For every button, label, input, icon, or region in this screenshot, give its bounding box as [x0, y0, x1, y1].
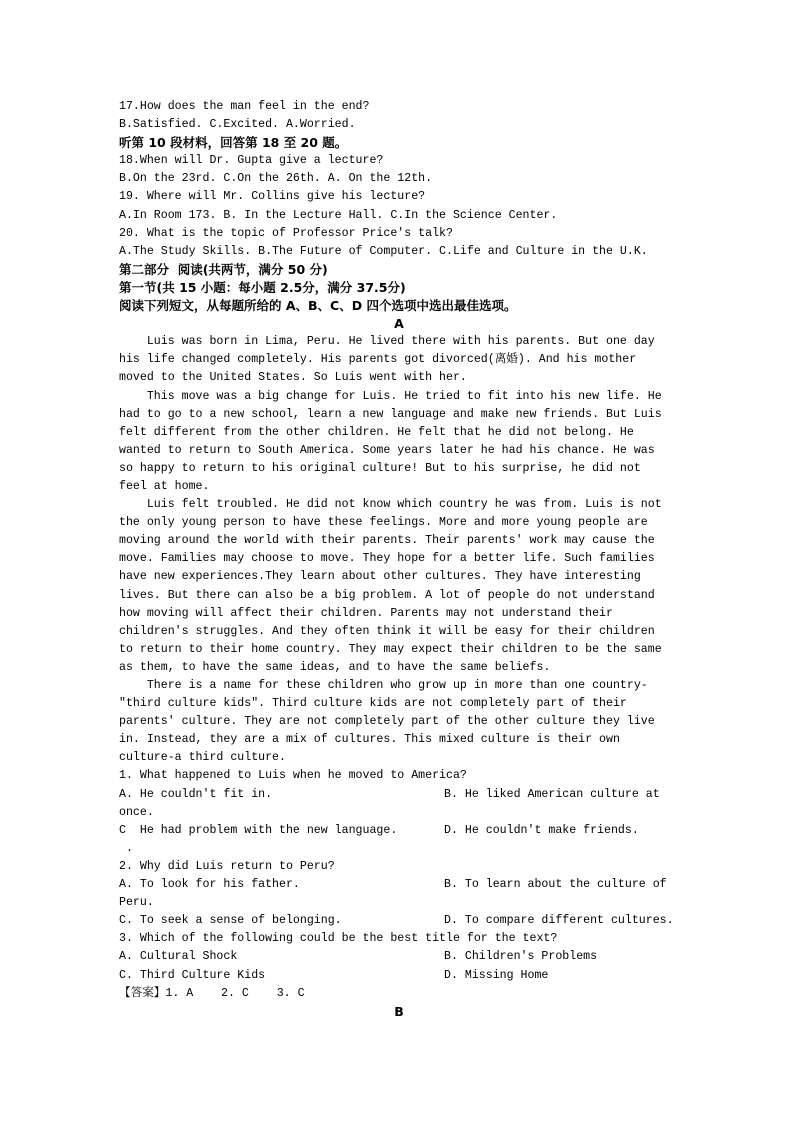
section-heading: 第二部分 阅读(共两节，满分 50 分) [119, 261, 328, 277]
text-line: moved to the United States. So Luis went with her. [119, 371, 467, 385]
answer-options-row [119, 912, 679, 930]
text-line: parents' culture. They are not completely part of the other culture they live [119, 715, 655, 729]
section-heading: B [394, 1003, 404, 1019]
text-line: Luis was born in Lima, Peru. He lived there with his parents. But one day [119, 335, 655, 349]
text-line: children's struggles. And they often think it will be easy for their children [119, 624, 655, 638]
text-line: 18.When will Dr. Gupta give a lecture? [119, 154, 384, 168]
answer-option: A. He couldn't fit in. [119, 787, 273, 801]
text-line: 2. Why did Luis return to Peru? [119, 859, 335, 873]
answer-options-row [119, 822, 679, 840]
answer-options-row [119, 876, 679, 894]
text-line: 19. Where will Mr. Collins give his lecture? [119, 190, 426, 204]
text-line: his life changed completely. His parents got divorced(离婚). And his mother [119, 353, 637, 367]
text-line: have new experiences.They learn about other cultures. They have interesting [119, 570, 641, 584]
text-line: lives. But there can also be a big problem. A lot of people do not understand [119, 588, 655, 602]
answer-option: A. To look for his father. [119, 878, 300, 892]
text-line: B.On the 23rd. C.On the 26th. A. On the 12th. [119, 172, 433, 186]
text-line: 20. What is the topic of Professor Price's talk? [119, 226, 453, 240]
answer-option: A. Cultural Shock [119, 950, 238, 964]
text-line: This move was a big change for Luis. He tried to fit into his new life. He [119, 389, 662, 403]
answer-options-row [119, 967, 679, 985]
text-line: once. [119, 805, 154, 819]
section-heading: 阅读下列短文，从每题所给的 A、B、C、D 四个选项中选出最佳选项。 [119, 298, 517, 314]
text-line: feel at home. [119, 479, 210, 493]
document-page [119, 98, 679, 1021]
text-line: A.In Room 173. B. In the Lecture Hall. C.In the Science Center. [119, 208, 558, 222]
answer-option: C. To seek a sense of belonging. [119, 914, 342, 928]
text-line: There is a name for these children who grow up in more than one country- [119, 679, 648, 692]
text-line: 3. Which of the following could be the best title for the text? [119, 932, 558, 946]
text-line: Peru. [119, 896, 154, 910]
text-line: A.The Study Skills. B.The Future of Computer. C.Life and Culture in the U.K. [119, 244, 648, 258]
text-line: to return to their home country. They may expect their children to be the same [119, 642, 662, 656]
text-line: "third culture kids". Third culture kids are not completely part of their [119, 697, 627, 711]
text-line: how moving will affect their children. Parents may not understand their [119, 606, 613, 620]
answer-option: D. He couldn't make friends. [444, 823, 639, 837]
text-line: Luis felt troubled. He did not know which country he was from. Luis is not [119, 498, 662, 512]
answer-option: C He had problem with the new language. [119, 823, 398, 837]
text-line: so happy to return to his original culture! But to his surprise, he did not [119, 461, 641, 475]
text-line: the only young person to have these feelings. More and more young people are [119, 516, 648, 530]
answer-option: D. To compare different cultures. [444, 914, 674, 928]
text-line: moving around the world with their parents. Their parents' work may cause the [119, 534, 655, 548]
text-line: 17.How does the man feel in the end? [119, 100, 370, 113]
section-heading: A [394, 316, 404, 332]
text-line: had to go to a new school, learn a new language and make new friends. But Luis [119, 407, 662, 421]
text-line: wanted to return to South America. Some years later he had his chance. He was [119, 443, 655, 457]
text-line: . [119, 841, 133, 855]
answer-option: B. Children's Problems [444, 950, 598, 964]
text-line: as them, to have the same ideas, and to have the same beliefs. [119, 660, 551, 674]
answer-options-row [119, 948, 679, 966]
answer-option: B. To learn about the culture of [444, 878, 667, 892]
answer-option: B. He liked American culture at [444, 787, 660, 801]
answer-options-row [119, 786, 679, 804]
text-line: culture-a third culture. [119, 751, 286, 765]
text-line: move. Families may choose to move. They hope for a better life. Such families [119, 552, 655, 566]
text-line: 1. What happened to Luis when he moved to America? [119, 769, 467, 783]
text-line: felt different from the other children. He felt that he did not belong. He [119, 425, 634, 439]
text-line: in. Instead, they are a mix of cultures. This mixed culture is their own [119, 733, 620, 747]
section-heading: 听第 10 段材料，回答第 18 至 20 题。 [119, 135, 348, 151]
answer-option: C. Third Culture Kids [119, 968, 266, 982]
text-line: B.Satisfied. C.Excited. A.Worried. [119, 118, 356, 132]
section-heading: 第一节(共 15 小题：每小题 2.5分，满分 37.5分) [119, 279, 406, 295]
answer-option: D. Missing Home [444, 968, 549, 982]
text-line: 【答案】1. A 2. C 3. C [119, 986, 305, 1000]
